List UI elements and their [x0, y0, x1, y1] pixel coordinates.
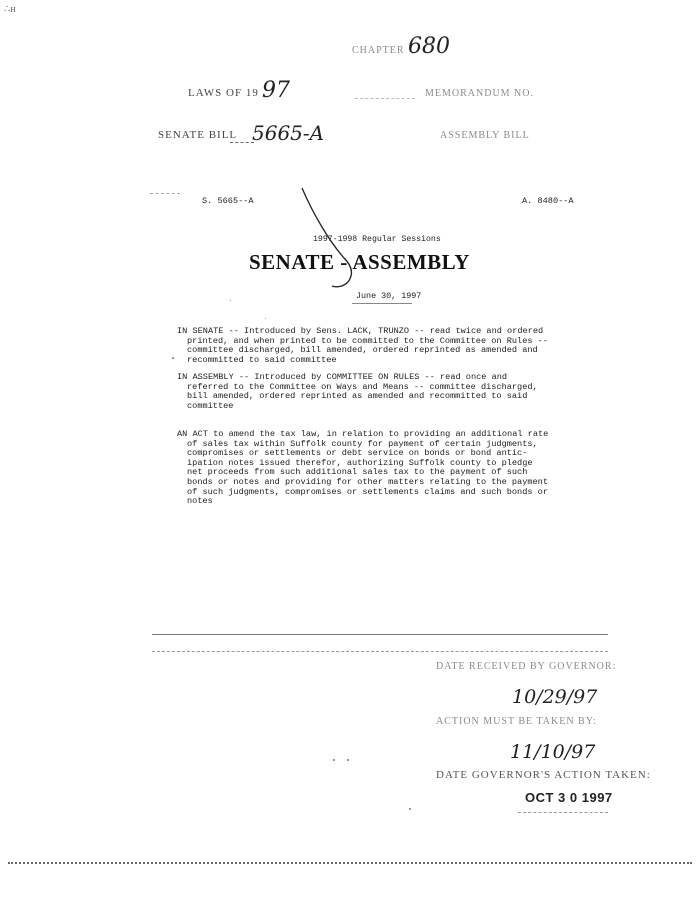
senate-number: S. 5665--A [202, 196, 254, 206]
act-title [177, 430, 607, 507]
separator-line-bottom [152, 651, 608, 652]
session-line: 1997-1998 Regular Sessions [313, 235, 441, 244]
act-line: compromises or settlements or debt service on bonds or bond antic- [187, 448, 528, 459]
senate-bill-underline [230, 142, 254, 143]
act-line: of such judgments, compromises or settlements claims and such bonds or [187, 486, 548, 497]
act-line: ipation notes issued therefor, authorizing Suffolk county to pledge [187, 457, 533, 468]
scan-speck [347, 759, 349, 761]
scan-speck [333, 759, 335, 761]
senate-intro [177, 327, 607, 365]
stamp-underline [518, 812, 608, 813]
act-line: of sales tax within Suffolk county for payment of certain judgments, [187, 438, 538, 449]
memo-underline [355, 98, 415, 99]
action-must-value: 11/10/97 [510, 741, 596, 763]
act-line: AN ACT to amend the tax law, in relation to providing an additional rate [177, 429, 549, 439]
assembly-bill-label: ASSEMBLY BILL [440, 130, 530, 141]
laws-year: 97 [262, 78, 290, 103]
scan-speck [409, 808, 411, 810]
chapter-number: 680 [408, 34, 450, 59]
senate-intro-line: recommitted to said committee [187, 354, 337, 365]
assembly-intro-line: IN ASSEMBLY -- Introduced by COMMITTEE ON RULES -- read once and [177, 372, 508, 382]
assembly-intro-line: committee [187, 400, 234, 411]
act-line: net proceeds from such additional sales tax to the payment of such [187, 467, 528, 478]
chapter-label: CHAPTER [352, 45, 405, 56]
scan-edge-line [8, 862, 692, 864]
action-taken-stamp: OCT 3 0 1997 [525, 790, 613, 805]
scan-speck [230, 300, 231, 301]
senate-intro-line: printed, and when printed to be committed to the Committee on Rules -- [187, 335, 548, 346]
bill-date: June 30, 1997 [356, 291, 422, 301]
title-separator: - [340, 250, 348, 274]
laws-label: LAWS OF 19 [188, 87, 259, 99]
assembly-number: A. 8480--A [522, 196, 574, 206]
senate-intro-line: IN SENATE -- Introduced by Sens. LACK, TRUNZO -- read twice and ordered [177, 326, 544, 336]
senate-assembly-title [249, 250, 470, 275]
action-must-label: ACTION MUST BE TAKEN BY: [436, 716, 597, 727]
assembly-intro [177, 373, 607, 411]
date-underline [352, 303, 412, 304]
assembly-intro-line: referred to the Committee on Ways and Means -- committee discharged, [187, 381, 538, 392]
title-senate: SENATE [249, 250, 335, 274]
title-assembly: ASSEMBLY [352, 250, 470, 274]
scan-speck [172, 357, 174, 359]
date-received-value: 10/29/97 [512, 686, 598, 708]
separator-line-top [152, 634, 608, 635]
scan-speck [265, 318, 266, 319]
senate-intro-line: committee discharged, bill amended, ordered reprinted as amended and [187, 345, 538, 356]
corner-mark: ∴ʜ [4, 4, 16, 15]
act-line: bonds or notes and providing for other matters relating to the payment [187, 476, 548, 487]
memorandum-label: MEMORANDUM NO. [425, 88, 535, 99]
senate-bill-number: 5665-A [252, 121, 325, 145]
date-received-label: DATE RECEIVED BY GOVERNOR: [436, 661, 617, 672]
action-taken-label: DATE GOVERNOR'S ACTION TAKEN: [436, 769, 651, 781]
act-line: notes [187, 496, 213, 507]
senate-bill-label: SENATE BILL [158, 129, 238, 141]
scan-mark-left [150, 193, 180, 194]
assembly-intro-line: bill amended, ordered reprinted as amended and recommitted to said [187, 391, 528, 402]
